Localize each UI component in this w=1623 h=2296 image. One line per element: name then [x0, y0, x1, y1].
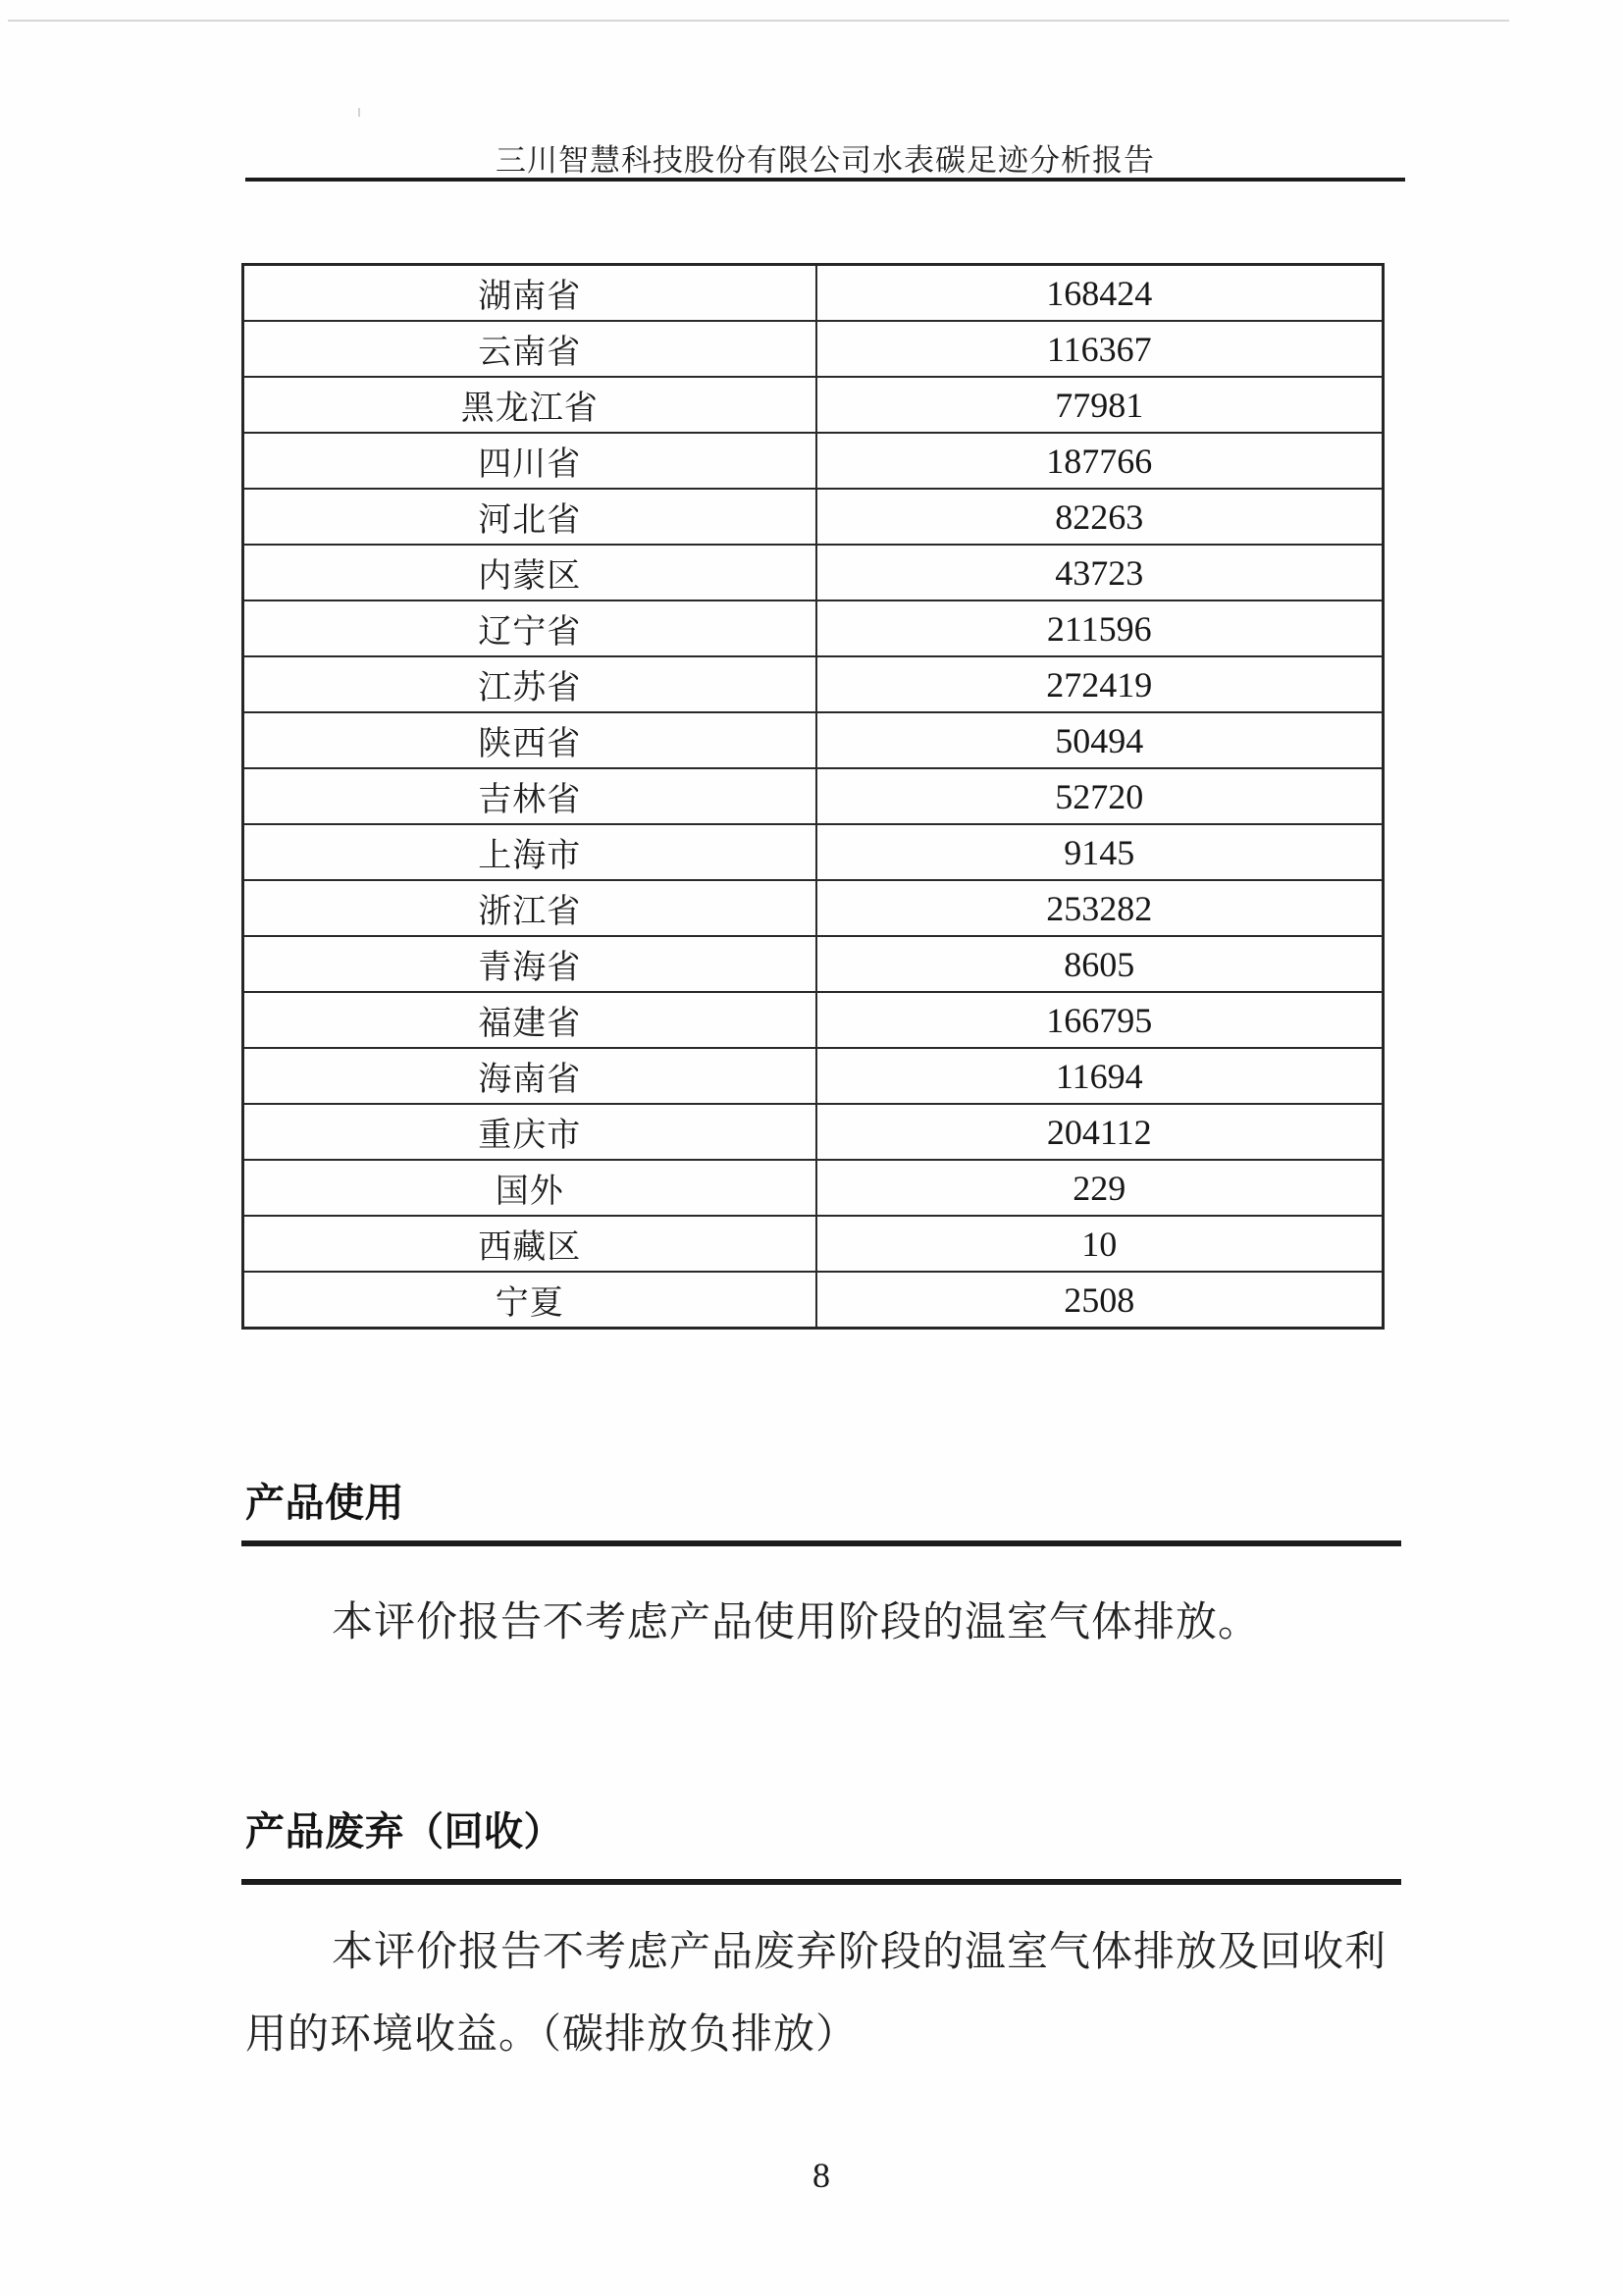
value-cell: 43723: [816, 545, 1384, 600]
province-cell: 西藏区: [243, 1216, 816, 1272]
paragraph-line-product-disposal-2: 用的环境收益。（碳排放负排放）: [245, 2012, 859, 2058]
province-cell: 吉林省: [243, 768, 816, 824]
value-cell: 77981: [816, 377, 1384, 433]
table-row: [243, 1160, 1384, 1216]
province-cell: 辽宁省: [243, 600, 816, 656]
province-cell: 云南省: [243, 321, 816, 377]
table-row: [243, 545, 1384, 600]
value-cell: 11694: [816, 1048, 1384, 1104]
province-cell: 湖南省: [243, 265, 816, 322]
table-row: [243, 992, 1384, 1048]
scan-artifact-speck: [358, 108, 360, 117]
table-row: [243, 1272, 1384, 1329]
value-cell: 50494: [816, 712, 1384, 768]
table-row: [243, 1216, 1384, 1272]
province-cell: 陕西省: [243, 712, 816, 768]
value-cell: 52720: [816, 768, 1384, 824]
paragraph-line-product-use: 本评价报告不考虑产品使用阶段的温室气体排放。: [332, 1600, 1261, 1645]
value-cell: 168424: [816, 265, 1384, 322]
province-cell: 国外: [243, 1160, 816, 1216]
province-value-table: [241, 263, 1385, 1330]
table-row: [243, 1104, 1384, 1160]
table-row: [243, 936, 1384, 992]
value-cell: 272419: [816, 656, 1384, 712]
section-rule-product-use: [241, 1540, 1401, 1546]
paragraph-line-product-disposal-1: 本评价报告不考虑产品废弃阶段的温室气体排放及回收利: [332, 1930, 1387, 1975]
value-cell: 9145: [816, 824, 1384, 880]
province-cell: 江苏省: [243, 656, 816, 712]
table-row: [243, 712, 1384, 768]
province-cell: 黑龙江省: [243, 377, 816, 433]
value-cell: 187766: [816, 433, 1384, 489]
value-cell: 204112: [816, 1104, 1384, 1160]
table-row: [243, 880, 1384, 936]
province-table-body: [243, 265, 1384, 1329]
value-cell: 253282: [816, 880, 1384, 936]
table-row: [243, 656, 1384, 712]
section-heading-product-disposal: 产品废弃（回收）: [245, 1810, 563, 1853]
province-cell: 上海市: [243, 824, 816, 880]
province-cell: 宁夏: [243, 1272, 816, 1329]
value-cell: 8605: [816, 936, 1384, 992]
province-cell: 内蒙区: [243, 545, 816, 600]
value-cell: 10: [816, 1216, 1384, 1272]
value-cell: 229: [816, 1160, 1384, 1216]
value-cell: 166795: [816, 992, 1384, 1048]
table-row: [243, 600, 1384, 656]
province-table-wrap: [241, 263, 1382, 1330]
table-row: [243, 489, 1384, 545]
table-row: [243, 321, 1384, 377]
value-cell: 2508: [816, 1272, 1384, 1329]
table-row: [243, 265, 1384, 322]
province-cell: 福建省: [243, 992, 816, 1048]
province-cell: 四川省: [243, 433, 816, 489]
value-cell: 211596: [816, 600, 1384, 656]
header-rule: [245, 178, 1405, 182]
page-number: 8: [812, 2156, 830, 2195]
province-cell: 重庆市: [243, 1104, 816, 1160]
table-row: [243, 824, 1384, 880]
section-rule-product-disposal: [241, 1879, 1401, 1885]
value-cell: 82263: [816, 489, 1384, 545]
province-cell: 青海省: [243, 936, 816, 992]
table-row: [243, 433, 1384, 489]
table-row: [243, 768, 1384, 824]
province-cell: 浙江省: [243, 880, 816, 936]
scan-artifact-line: [8, 20, 1509, 22]
value-cell: 116367: [816, 321, 1384, 377]
province-cell: 海南省: [243, 1048, 816, 1104]
table-row: [243, 377, 1384, 433]
province-cell: 河北省: [243, 489, 816, 545]
table-row: [243, 1048, 1384, 1104]
page-header-title: 三川智慧科技股份有限公司水表碳足迹分析报告: [496, 143, 1155, 178]
section-heading-product-use: 产品使用: [245, 1482, 404, 1525]
